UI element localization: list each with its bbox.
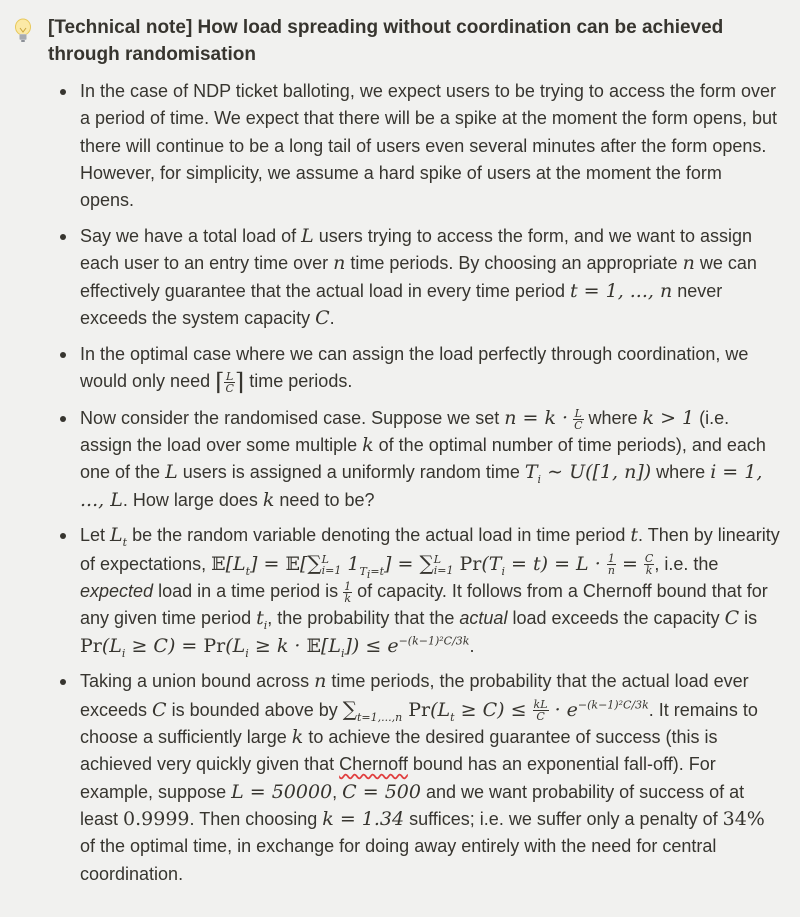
text-segment: of the optimal time, in exchange for doing away entirely with the need for central coordination.: [80, 836, 717, 884]
list-item: [50, 223, 780, 332]
math-var-C: C: [315, 306, 330, 329]
text-segment: . It remains to choose a sufficiently large: [80, 699, 758, 748]
bullet-dot: [60, 89, 66, 95]
text-segment: and we want probability of success of at least: [80, 781, 745, 829]
text-segment: time periods.: [244, 370, 353, 391]
text-segment: need to be?: [274, 489, 375, 510]
text-segment: time periods, the probability that the actual load ever exceeds: [80, 671, 749, 720]
math-union-bound: $\sum_{t=1,...,n}$ $Pr(L_t \ge C)$ ≤ $\frac{kL}{C}$ · $e^{-(k-1)^2C/3k}$: [342, 696, 649, 724]
bullet-dot: [60, 352, 66, 358]
text-segment: .: [329, 307, 335, 328]
list-item: [50, 522, 780, 659]
text-segment: Say we have a total load of: [80, 225, 302, 246]
text-segment: be the random variable denoting the actual load in time period: [127, 525, 631, 546]
emphasis-actual: actual: [459, 608, 508, 629]
text-segment: bound has an exponential fall-off). For example, suppose: [80, 754, 716, 802]
list-item: [50, 341, 780, 397]
text-segment: load in a time period is: [153, 581, 344, 602]
math-C-value: C = 500: [342, 780, 421, 803]
math-chernoff-bound: $Pr(L_i \ge C) = Pr(L_i \ge k$ · $𝔼[L_i]) \le e^{-(k-1)^2C/3k}$: [80, 634, 470, 660]
list-item: [50, 78, 780, 214]
ceil-left: ⌈: [215, 367, 225, 396]
math-Lt: $L_t$: [110, 524, 128, 550]
text-segment: . How large does: [122, 489, 263, 510]
list-item: Taking a union bound across n time periods, the probability that the actual load ever exceeds C is bounded above by $\sum_{t=1,...,n}$ $Pr(L_t \ge C)$ ≤ $\frac{kL}{C}$ · $e^{-(k-1)^2C/3k}$. It remains to choose a sufficiently large k to achieve the desired guarantee of success (this is achieved very quickly given that Chernoff bound has an exponential fall-off). For example, suppose L = 50000, C = 500 and we want probability of success of at least 0.9999. Then choosing k = 1.34 suffices; i.e. we suffer only a penalty of 34% of the optimal time, in exchange for doing away entirely with the need for central coordination.: [50, 668, 780, 887]
text-segment: Taking a union bound across: [80, 671, 315, 692]
text-segment: to achieve the desired guarantee of success (this is achieved very quickly given that: [80, 727, 718, 775]
text-segment: never exceeds the system capacity: [80, 280, 723, 328]
text-segment: load exceeds the capacity: [507, 608, 725, 629]
text-segment: of capacity. It follows from a Chernoff bound that for any given time period: [80, 581, 768, 629]
bullet-dot: [60, 679, 66, 685]
math-expectation-equation: $𝔼[L_t]$ = 𝔼[∑ L i=1 $1_{T_i=t}$] = ∑ L i=1 $Pr(T_i = t) = L$ · $\frac{1}{n}$ = $\frac{C}{k}$: [211, 550, 654, 581]
text-segment: . Then by linearity of expectations,: [80, 525, 780, 574]
text-segment: In the optimal case where we can assign the load perfectly through coordination, we would only need: [80, 343, 749, 391]
text-segment: where: [651, 462, 711, 483]
text-segment: . Then choosing: [189, 808, 323, 829]
math-Ti-dist: $T_i$ ∼ U([1, n]): [524, 461, 652, 487]
bullet-dot: [60, 234, 66, 240]
math-L-value: L = 50000: [231, 780, 333, 803]
text-segment: suffices; i.e. we suffer only a penalty of: [404, 808, 723, 829]
math-var-C: C: [724, 607, 740, 630]
math-var-L: L: [165, 461, 178, 484]
math-n-equals: n = k ·: [504, 406, 569, 429]
math-percent-value: 34%: [722, 807, 765, 830]
math-ti: $t_i$: [256, 607, 268, 633]
math-i-range: i = 1, ..., L: [80, 461, 763, 511]
text-segment: we can effectively guarantee that the actual load in every time period: [80, 253, 757, 301]
spellcheck-word: Chernoff: [339, 754, 408, 775]
lightbulb-icon: [14, 18, 32, 44]
math-k-value: k = 1.34: [322, 807, 405, 830]
paragraph-text: In the case of NDP ticket balloting, we expect users to be trying to access the form over a period of time. We expect that there will be a spike at the moment the form opens, but there will continue to be a long tail of users even several minutes after the form opens. However, for simplicity, we assume a hard spike of users at the moment the form opens.: [80, 81, 778, 211]
text-segment: , the probability that the: [267, 608, 460, 629]
math-var-L: L: [301, 224, 314, 247]
text-segment: users is assigned a uniformly random time: [177, 462, 525, 483]
text-segment: is: [739, 608, 758, 629]
text-segment: , i.e. the: [654, 553, 719, 574]
text-segment: users trying to access the form, and we want to assign each user to an entry time over: [80, 225, 752, 274]
ceil-right: ⌉: [234, 367, 245, 396]
math-var-k: k: [362, 434, 374, 457]
bullet-dot: [60, 533, 66, 539]
math-probability-value: 0.9999: [123, 807, 190, 830]
text-segment: where: [583, 407, 643, 428]
text-segment: of the optimal number of time periods), and each one of the: [80, 435, 766, 483]
math-var-k: k: [262, 488, 275, 511]
math-var-t: t: [630, 524, 639, 547]
math-var-n: n: [333, 252, 346, 275]
math-k-gt-1: k > 1: [642, 406, 695, 429]
math-time-range: t = 1, ..., n: [569, 279, 673, 302]
math-var-C: C: [152, 698, 167, 721]
text-segment: time periods. By choosing an appropriate: [345, 253, 683, 274]
callout-title: [Technical note] How load spreading without coordination can be achieved through randomisation: [48, 17, 724, 65]
text-segment: .: [469, 635, 475, 656]
math-var-k: k: [291, 726, 304, 749]
text-segment: is bounded above by: [166, 699, 343, 720]
bullet-list: [10, 78, 780, 888]
text-segment: Now consider the randomised case. Suppose we set: [80, 407, 505, 428]
text-segment: Let: [80, 525, 111, 546]
bullet-dot: [60, 416, 66, 422]
fraction-1-over-k: $\frac{1}{k}$: [344, 579, 352, 605]
math-var-n: n: [682, 252, 695, 275]
list-item: [50, 405, 780, 514]
fraction-L-over-C: $\frac{L}{C}$: [574, 406, 583, 432]
text-segment: (i.e. assign the load over some multiple: [80, 407, 730, 456]
emphasis-expected: expected: [80, 581, 154, 602]
fraction-L-over-C: $\frac{L}{C}$: [225, 369, 234, 395]
math-var-n: n: [314, 670, 327, 693]
